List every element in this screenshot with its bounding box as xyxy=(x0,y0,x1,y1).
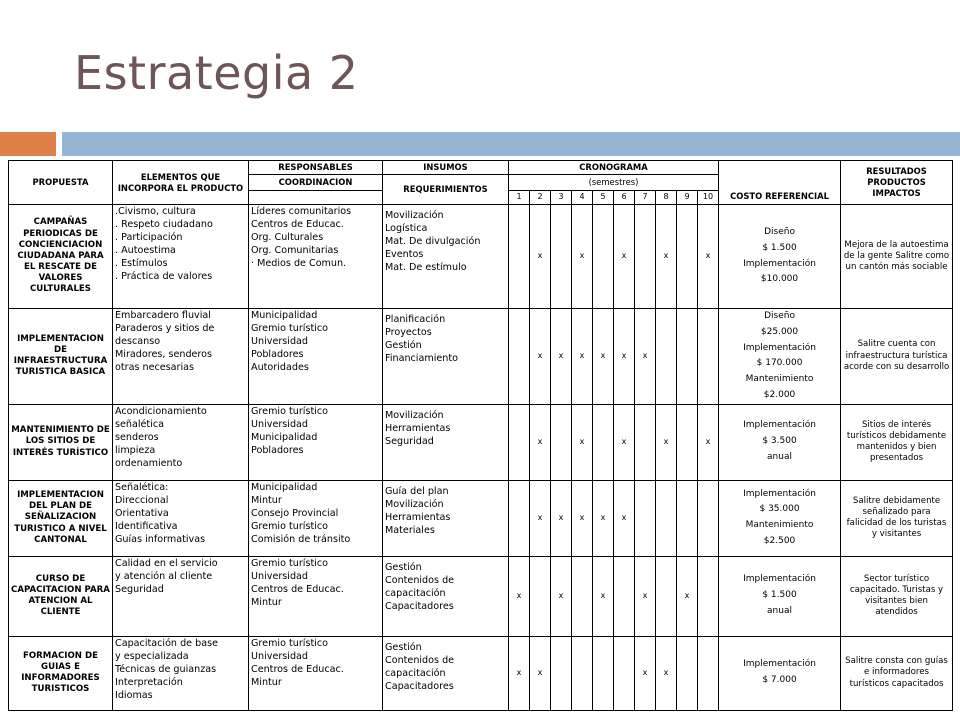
cronograma-cell-9 xyxy=(677,404,698,480)
costo-line: Implementación xyxy=(743,258,816,269)
header-responsables: RESPONSABLES xyxy=(249,161,383,175)
requerimientos-cell xyxy=(383,205,509,309)
header-coordinacion-blank xyxy=(249,191,383,205)
elementos-cell-item: limpieza xyxy=(115,444,156,456)
resultados-cell: Salitre debidamente señalizado para falicidad de los turistas y visitantes xyxy=(841,480,953,556)
resultados-cell: Sitios de interés turísticos debidamente mantenidos y bien presentados xyxy=(841,404,953,480)
elementos-cell-item: y especializada xyxy=(115,650,189,662)
cronograma-cell-2: x xyxy=(530,404,551,480)
elementos-cell-item: Paraderos y sitios de xyxy=(115,323,215,335)
cronograma-cell-10 xyxy=(698,636,719,710)
elementos-cell-item: descanso xyxy=(115,336,161,348)
cronograma-cell-1: x xyxy=(509,556,530,636)
requerimientos-cell-item: Logística xyxy=(385,223,428,235)
coordinacion-cell-item: Centros de Educac. xyxy=(251,663,344,675)
elementos-cell-item: Acondicionamiento xyxy=(115,405,207,417)
elementos-cell-item: ordenamiento xyxy=(115,457,183,469)
elementos-cell-item: señalética xyxy=(115,418,165,430)
semester-header-3: 3 xyxy=(551,191,572,205)
coordinacion-cell-item: Universidad xyxy=(251,336,309,348)
table-row xyxy=(9,404,953,480)
coordinacion-cell-item: Org. Culturales xyxy=(251,232,324,244)
requerimientos-cell-item: Mat. De divulgación xyxy=(385,236,481,248)
coordinacion-cell-item: Universidad xyxy=(251,650,309,662)
cronograma-cell-1 xyxy=(509,309,530,405)
cronograma-cell-4: x xyxy=(572,205,593,309)
semester-header-8: 8 xyxy=(656,191,677,205)
cronograma-cell-8: x xyxy=(656,404,677,480)
coordinacion-cell-item: Universidad xyxy=(251,418,309,430)
semester-header-9: 9 xyxy=(677,191,698,205)
cronograma-cell-9 xyxy=(677,205,698,309)
propuesta-cell: CAMPAÑAS PERIODICAS DE CONCIENCIACION CIUDADANA PARA EL RESCATE DE VALORES CULTURALES xyxy=(9,205,113,309)
cronograma-cell-2: x xyxy=(530,309,551,405)
requerimientos-cell-item: Movilización xyxy=(385,210,444,221)
accent-bar-orange xyxy=(0,132,56,156)
costo-cell xyxy=(719,404,841,480)
table-row xyxy=(9,556,953,636)
table-row xyxy=(9,636,953,710)
resultados-cell: Sector turístico capacitado. Turistas y visitantes bien atendidos xyxy=(841,556,953,636)
elementos-cell-item: Calidad en el servicio xyxy=(115,557,218,569)
costo-line: anual xyxy=(767,451,792,462)
cronograma-cell-6: x xyxy=(614,480,635,556)
requerimientos-cell-item: Herramientas xyxy=(385,422,451,434)
cronograma-cell-8 xyxy=(656,309,677,405)
cronograma-cell-9 xyxy=(677,480,698,556)
cronograma-cell-6: x xyxy=(614,404,635,480)
cronograma-cell-8 xyxy=(656,556,677,636)
costo-cell xyxy=(719,556,841,636)
elementos-cell-item: . Autoestima xyxy=(115,245,176,257)
costo-line: $ 35.000 xyxy=(759,504,800,515)
costo-line: Mantenimiento xyxy=(745,374,814,384)
elementos-cell-item: Guías informativas xyxy=(115,533,206,545)
coordinacion-cell xyxy=(249,404,383,480)
coordinacion-cell-item: Centros de Educac. xyxy=(251,583,344,595)
resultados-cell: Salitre consta con guías e informadores turísticos capacitados xyxy=(841,636,953,710)
elementos-cell-item: senderos xyxy=(115,431,159,443)
requerimientos-cell-item: Capacitadores xyxy=(385,600,454,612)
requerimientos-cell-item: Seguridad xyxy=(385,435,434,447)
coordinacion-cell xyxy=(249,480,383,556)
cronograma-cell-1 xyxy=(509,404,530,480)
coordinacion-cell-item: Centros de Educac. xyxy=(251,219,344,231)
costo-line: $2.000 xyxy=(763,389,796,400)
requerimientos-cell-item: Financiamiento xyxy=(385,353,458,365)
cronograma-cell-5 xyxy=(593,205,614,309)
coordinacion-cell-item: Municipalidad xyxy=(251,481,318,493)
requerimientos-cell-item: Movilización xyxy=(385,409,444,421)
requerimientos-cell-item: Materiales xyxy=(385,524,435,536)
cronograma-cell-8 xyxy=(656,480,677,556)
elementos-cell-item: Identificativa xyxy=(115,520,178,532)
header-semestres: (semestres) xyxy=(509,175,719,191)
coordinacion-cell-item: Autoridades xyxy=(251,362,309,374)
cronograma-cell-5 xyxy=(593,636,614,710)
costo-cell xyxy=(719,309,841,405)
cronograma-cell-5 xyxy=(593,404,614,480)
cronograma-cell-6: x xyxy=(614,205,635,309)
elementos-cell-item: . Respeto ciudadano xyxy=(115,219,213,231)
requerimientos-cell-item: Planificación xyxy=(385,314,446,325)
semester-header-4: 4 xyxy=(572,191,593,205)
cronograma-cell-7: x xyxy=(635,309,656,405)
cronograma-cell-4 xyxy=(572,556,593,636)
resultados-cell: Salitre cuenta con infraestructura turística acorde con su desarrollo xyxy=(841,309,953,405)
costo-line: $ 7.000 xyxy=(762,675,797,685)
costo-cell xyxy=(719,205,841,309)
coordinacion-cell-item: Gremio turístico xyxy=(251,557,329,569)
cronograma-cell-10 xyxy=(698,309,719,405)
requerimientos-cell-item: Gestión xyxy=(385,641,422,653)
costo-line: Implementación xyxy=(743,342,816,353)
cronograma-cell-4: x xyxy=(572,309,593,405)
coordinacion-cell xyxy=(249,636,383,710)
requerimientos-cell-item: Gestión xyxy=(385,561,422,573)
elementos-cell xyxy=(113,480,249,556)
elementos-cell-item: . Estímulos xyxy=(115,258,168,270)
header-requerimientos: REQUERIMIENTOS xyxy=(383,175,509,205)
accent-bar-blue xyxy=(62,132,960,156)
coordinacion-cell-item: Municipalidad xyxy=(251,431,318,443)
requerimientos-cell-item: Capacitadores xyxy=(385,680,454,692)
cronograma-cell-1 xyxy=(509,480,530,556)
cronograma-cell-7: x xyxy=(635,636,656,710)
costo-line: Diseño xyxy=(764,311,795,321)
elementos-cell-item: Señalética: xyxy=(115,481,169,493)
requerimientos-cell-item: capacitación xyxy=(385,667,446,679)
header-costo: COSTO REFERENCIAL xyxy=(719,161,841,205)
requerimientos-cell xyxy=(383,636,509,710)
costo-line: Implementación xyxy=(743,574,816,585)
cronograma-cell-8: x xyxy=(656,636,677,710)
header-cronograma: CRONOGRAMA xyxy=(509,161,719,175)
costo-cell xyxy=(719,636,841,710)
requerimientos-cell-item: Gestión xyxy=(385,340,422,352)
costo-line: $25.000 xyxy=(760,326,799,337)
costo-line: Implementación xyxy=(743,420,816,431)
cronograma-cell-6 xyxy=(614,636,635,710)
costo-line: Diseño xyxy=(764,227,795,237)
cronograma-cell-1 xyxy=(509,205,530,309)
cronograma-cell-4: x xyxy=(572,404,593,480)
elementos-cell-item: Capacitación de base xyxy=(115,637,218,649)
coordinacion-cell-item: Mintur xyxy=(251,676,282,688)
cronograma-cell-6: x xyxy=(614,309,635,405)
costo-line: $2.500 xyxy=(763,535,796,546)
requerimientos-cell-item: Guía del plan xyxy=(385,485,449,497)
elementos-cell-item: Idiomas xyxy=(115,689,153,701)
coordinacion-cell-item: Gremio turístico xyxy=(251,405,329,417)
costo-line: $ 1.500 xyxy=(762,590,797,601)
costo-line: $ 1.500 xyxy=(762,242,797,253)
coordinacion-cell-item: Municipalidad xyxy=(251,310,318,321)
costo-line: $ 3.500 xyxy=(762,436,797,447)
elementos-cell-item: otras necesarias xyxy=(115,362,195,374)
header-propuesta: PROPUESTA xyxy=(9,161,113,205)
requerimientos-cell-item: Mat. De estímulo xyxy=(385,262,467,274)
cronograma-cell-3: x xyxy=(551,309,572,405)
cronograma-cell-7: x xyxy=(635,556,656,636)
cronograma-cell-10 xyxy=(698,556,719,636)
header-elementos: ELEMENTOS QUE INCORPORA EL PRODUCTO xyxy=(113,161,249,205)
cronograma-cell-5: x xyxy=(593,309,614,405)
cronograma-cell-7 xyxy=(635,205,656,309)
coordinacion-cell-item: Consejo Provincial xyxy=(251,507,339,519)
costo-line: anual xyxy=(767,605,792,616)
cronograma-cell-8: x xyxy=(656,205,677,309)
costo-cell xyxy=(719,480,841,556)
propuesta-cell: IMPLEMENTACION DE INFRAESTRUCTURA TURISTICA BASICA xyxy=(9,309,113,405)
semester-header-5: 5 xyxy=(593,191,614,205)
cronograma-cell-3 xyxy=(551,636,572,710)
cronograma-cell-3: x xyxy=(551,480,572,556)
cronograma-cell-5: x xyxy=(593,556,614,636)
elementos-cell xyxy=(113,205,249,309)
elementos-cell xyxy=(113,404,249,480)
elementos-cell-item: .Civismo, cultura xyxy=(115,206,196,217)
requerimientos-cell-item: Eventos xyxy=(385,249,424,261)
propuesta-cell: MANTENIMIENTO DE LOS SITIOS DE INTERÉS TURÍSTICO xyxy=(9,404,113,480)
coordinacion-cell-item: Gremio turístico xyxy=(251,637,329,649)
propuesta-cell: FORMACION DE GUIAS E INFORMADORES TURISTICOS xyxy=(9,636,113,710)
elementos-cell-item: . Participación xyxy=(115,232,183,244)
elementos-cell-item: Técnicas de guianzas xyxy=(115,663,217,675)
coordinacion-cell-item: · Medios de Comun. xyxy=(251,258,347,270)
coordinacion-cell-item: Gremio turístico xyxy=(251,520,329,532)
coordinacion-cell xyxy=(249,205,383,309)
cronograma-cell-10: x xyxy=(698,205,719,309)
cronograma-cell-5: x xyxy=(593,480,614,556)
cronograma-cell-3: x xyxy=(551,556,572,636)
semester-header-1: 1 xyxy=(509,191,530,205)
header-insumos: INSUMOS xyxy=(383,161,509,175)
elementos-cell-item: Direccional xyxy=(115,494,169,506)
strategy-table xyxy=(8,160,953,711)
costo-line: Mantenimiento xyxy=(745,520,814,530)
header-coordinacion: COORDINACION xyxy=(249,175,383,191)
cronograma-cell-10: x xyxy=(698,404,719,480)
elementos-cell xyxy=(113,636,249,710)
cronograma-cell-10 xyxy=(698,480,719,556)
requerimientos-cell-item: Contenidos de xyxy=(385,574,455,586)
requerimientos-cell-item: Contenidos de xyxy=(385,654,455,666)
cronograma-cell-6 xyxy=(614,556,635,636)
cronograma-cell-3 xyxy=(551,404,572,480)
cronograma-cell-2: x xyxy=(530,636,551,710)
cronograma-cell-9: x xyxy=(677,556,698,636)
header-resultados: RESULTADOS PRODUCTOS IMPACTOS xyxy=(841,161,953,205)
costo-line: $ 170.000 xyxy=(756,358,803,369)
coordinacion-cell-item: Pobladores xyxy=(251,444,304,456)
elementos-cell-item: Miradores, senderos xyxy=(115,349,213,361)
elementos-cell-item: Seguridad xyxy=(115,583,164,595)
resultados-cell: Mejora de la autoestima de la gente Salitre como un cantón más sociable xyxy=(841,205,953,309)
requerimientos-cell-item: Movilización xyxy=(385,498,444,510)
cronograma-cell-2: x xyxy=(530,205,551,309)
coordinacion-cell-item: Mintur xyxy=(251,596,282,608)
requerimientos-cell-item: Proyectos xyxy=(385,327,432,339)
propuesta-cell: CURSO DE CAPACITACION PARA ATENCION AL CLIENTE xyxy=(9,556,113,636)
coordinacion-cell-item: Líderes comunitarios xyxy=(251,206,352,217)
elementos-cell xyxy=(113,556,249,636)
requerimientos-cell xyxy=(383,480,509,556)
cronograma-cell-1: x xyxy=(509,636,530,710)
elementos-cell-item: . Práctica de valores xyxy=(115,271,213,283)
requerimientos-cell xyxy=(383,404,509,480)
coordinacion-cell-item: Comisión de tránsito xyxy=(251,533,351,545)
semester-header-2: 2 xyxy=(530,191,551,205)
semester-header-10: 10 xyxy=(698,191,719,205)
requerimientos-cell xyxy=(383,556,509,636)
coordinacion-cell-item: Universidad xyxy=(251,570,309,582)
requerimientos-cell-item: capacitación xyxy=(385,587,446,599)
semester-header-6: 6 xyxy=(614,191,635,205)
elementos-cell-item: Orientativa xyxy=(115,507,169,519)
coordinacion-cell-item: Pobladores xyxy=(251,349,304,361)
slide-title: Estrategia 2 xyxy=(74,46,359,100)
cronograma-cell-2 xyxy=(530,556,551,636)
cronograma-cell-9 xyxy=(677,309,698,405)
coordinacion-cell-item: Mintur xyxy=(251,494,282,506)
cronograma-cell-4: x xyxy=(572,480,593,556)
coordinacion-cell-item: Gremio turístico xyxy=(251,323,329,335)
coordinacion-cell xyxy=(249,556,383,636)
table-row xyxy=(9,205,953,309)
semester-header-7: 7 xyxy=(635,191,656,205)
cronograma-cell-2: x xyxy=(530,480,551,556)
elementos-cell-item: Interpretación xyxy=(115,676,183,688)
cronograma-cell-4 xyxy=(572,636,593,710)
costo-line: Implementación xyxy=(743,659,816,670)
requerimientos-cell-item: Herramientas xyxy=(385,511,451,523)
elementos-cell xyxy=(113,309,249,405)
elementos-cell-item: y atención al cliente xyxy=(115,570,213,582)
table-row xyxy=(9,309,953,405)
table-row xyxy=(9,480,953,556)
cronograma-cell-3 xyxy=(551,205,572,309)
coordinacion-cell xyxy=(249,309,383,405)
strategy-table-container xyxy=(8,160,952,706)
propuesta-cell: IMPLEMENTACION DEL PLAN DE SEÑALIZACION TURISTICO A NIVEL CANTONAL xyxy=(9,480,113,556)
elementos-cell-item: Embarcadero fluvial xyxy=(115,310,211,321)
costo-line: $10.000 xyxy=(760,274,799,285)
coordinacion-cell-item: Org. Comunitarias xyxy=(251,245,339,257)
costo-line: Implementación xyxy=(743,488,816,499)
cronograma-cell-9 xyxy=(677,636,698,710)
cronograma-cell-7 xyxy=(635,480,656,556)
requerimientos-cell xyxy=(383,309,509,405)
cronograma-cell-7 xyxy=(635,404,656,480)
